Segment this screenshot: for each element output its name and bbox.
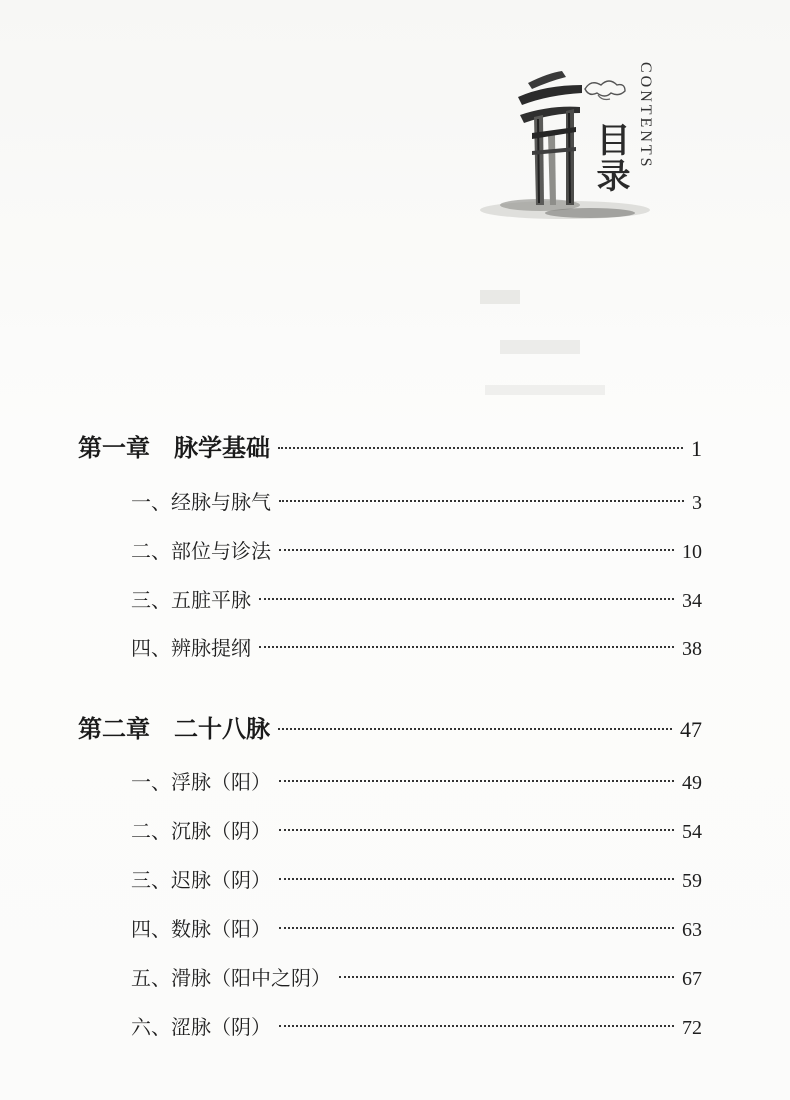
page-number: 34: [682, 590, 702, 612]
section-title: 二、部位与诊法: [131, 539, 271, 563]
dot-leader: [279, 780, 674, 782]
section-title: 四、辨脉提纲: [131, 636, 251, 660]
dot-leader: [279, 878, 674, 880]
toc-chapter-2[interactable]: [78, 709, 702, 744]
section-title: 三、五脏平脉: [131, 588, 251, 612]
dot-leader: [279, 549, 674, 551]
toc-section[interactable]: [131, 584, 702, 613]
dot-leader: [279, 927, 674, 929]
section-title: 一、经脉与脉气: [131, 490, 271, 514]
section-title: 四、数脉（阳）: [131, 917, 271, 941]
toc-section[interactable]: [131, 815, 702, 844]
toc-section[interactable]: [131, 864, 702, 893]
page-number: 54: [682, 821, 702, 843]
dot-leader: [339, 976, 674, 978]
page-number: 47: [680, 717, 702, 742]
section-title: 五、滑脉（阳中之阴）: [131, 966, 331, 990]
section-title: 三、迟脉（阴）: [131, 868, 271, 892]
page-number: 1: [691, 436, 702, 461]
page-number: 67: [682, 968, 702, 990]
toc-section[interactable]: [131, 535, 702, 564]
dot-leader: [278, 447, 683, 449]
chapter-title: 第一章 脉学基础: [78, 433, 270, 462]
toc-chapter-1[interactable]: [78, 428, 702, 463]
toc-section[interactable]: [131, 1011, 702, 1040]
toc-section[interactable]: [131, 486, 702, 515]
dot-leader: [279, 829, 674, 831]
chapter-title: 第二章 二十八脉: [78, 714, 270, 743]
page-number: 3: [692, 492, 702, 514]
contents-title-cn: 目录: [590, 122, 630, 194]
dot-leader: [279, 500, 684, 502]
dot-leader: [259, 598, 674, 600]
section-title: 一、浮脉（阳）: [131, 770, 271, 794]
toc-section[interactable]: [131, 632, 702, 661]
dot-leader: [279, 1025, 674, 1027]
toc-section[interactable]: [131, 766, 702, 795]
page-number: 72: [682, 1017, 702, 1039]
dot-leader: [278, 728, 672, 730]
section-title: 六、涩脉（阴）: [131, 1015, 271, 1039]
page-number: 49: [682, 772, 702, 794]
dot-leader: [259, 646, 674, 648]
contents-title-en: CONTENTS: [637, 62, 654, 170]
page-number: 59: [682, 870, 702, 892]
page-number: 38: [682, 638, 702, 660]
toc-section[interactable]: [131, 962, 702, 991]
page-number: 10: [682, 541, 702, 563]
section-title: 二、沉脉（阴）: [131, 819, 271, 843]
toc-section[interactable]: [131, 913, 702, 942]
page-number: 63: [682, 919, 702, 941]
